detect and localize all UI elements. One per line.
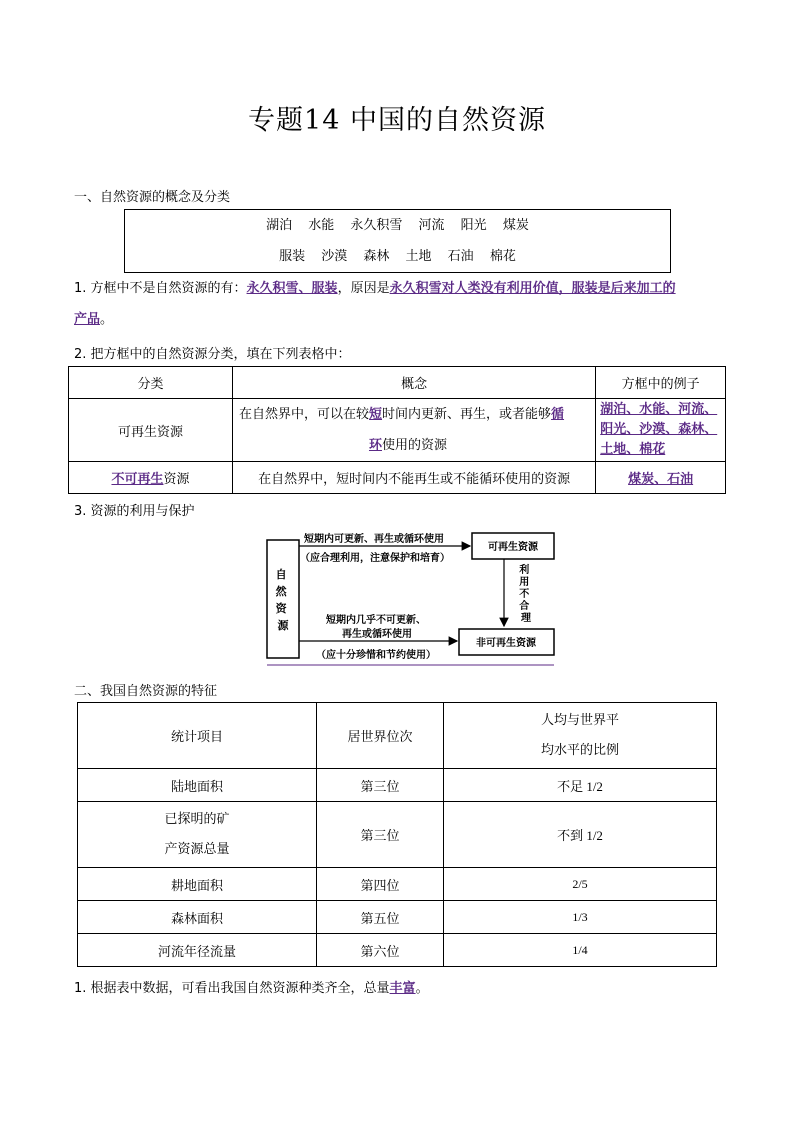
question-1 <box>74 274 734 304</box>
natural-resource-label: 自 然 资 源 <box>275 568 289 632</box>
concept-answer: 短 <box>369 407 383 422</box>
stat-item-line2: 产资源总量 <box>164 841 230 857</box>
section2-question-1 <box>74 974 429 1004</box>
table-row <box>69 462 726 494</box>
table-row <box>78 769 717 802</box>
resource-box <box>124 209 671 273</box>
stat-ratio: 不到 1/2 <box>444 802 717 868</box>
box-row-1: 湖泊 水能 永久积雪 河流 阳光 煤炭 <box>266 218 529 233</box>
table-row <box>69 399 726 462</box>
table-header-row <box>78 703 717 769</box>
q1-answer-1: 永久积雪、服装 <box>246 281 338 296</box>
resource-use-diagram <box>264 528 564 670</box>
header-examples: 方框中的例子 <box>596 367 726 399</box>
stat-item: 耕地面积 <box>78 868 317 901</box>
concept-answer: 循 <box>551 407 565 422</box>
header-ratio-line1: 人均与世界平 <box>540 712 619 728</box>
example-answer: 阳光、沙漠、森林、 <box>600 422 718 437</box>
stat-rank: 第四位 <box>317 868 444 901</box>
table-row <box>78 901 717 934</box>
s2q1-answer: 丰富 <box>389 981 416 996</box>
concept-text: 时间内更新、再生，或者能够 <box>382 407 552 422</box>
bottom-arrow-note: （应十分珍惜和节约使用） <box>316 650 436 661</box>
misuse-label: 利 用 不 合 理 <box>519 565 531 624</box>
section2-heading: 二、我国自然资源的特征 <box>74 684 218 699</box>
page-title: 专题14 中国的自然资源 <box>248 105 546 136</box>
category-text: 资源 <box>163 472 190 487</box>
table-header-row <box>69 367 726 399</box>
stat-rank: 第五位 <box>317 901 444 934</box>
stat-ratio: 1/4 <box>444 934 717 967</box>
stat-ratio: 2/5 <box>444 868 717 901</box>
top-arrow-label: 短期内可更新、再生或循环使用 <box>304 534 444 545</box>
nonrenewable-concept: 在自然界中，短时间内不能再生或不能循环使用的资源 <box>232 462 595 494</box>
nonrenewable-examples <box>596 462 726 494</box>
stat-ratio: 1/3 <box>444 901 717 934</box>
renewable-concept <box>232 399 595 462</box>
q1-mid: ，原因是 <box>337 281 390 296</box>
question-3: 3. 资源的利用与保护 <box>74 504 195 519</box>
header-category: 分类 <box>69 367 233 399</box>
resource-stats-table <box>77 702 717 967</box>
header-ratio-line2: 均水平的比例 <box>540 742 619 758</box>
s2q1-prefix: 1. 根据表中数据，可看出我国自然资源种类齐全，总量 <box>74 981 390 996</box>
category-answer: 不可再生 <box>111 472 164 487</box>
bottom-arrow-label-2: 再生或循环使用 <box>342 629 412 640</box>
stat-item: 陆地面积 <box>78 769 317 802</box>
q1-end: 。 <box>100 312 114 327</box>
example-answer: 湖泊、水能、河流、 <box>600 402 718 417</box>
renewable-category: 可再生资源 <box>69 399 233 462</box>
bottom-arrow-label: 短期内几乎不可更新、 <box>326 615 426 626</box>
q1-answer-3: 产品 <box>74 312 101 327</box>
stat-rank: 第三位 <box>317 802 444 868</box>
stat-ratio: 不足 1/2 <box>444 769 717 802</box>
nonrenewable-category <box>69 462 233 494</box>
header-item: 统计项目 <box>78 703 317 769</box>
example-answer: 土地、棉花 <box>600 442 666 457</box>
table-row <box>78 802 717 868</box>
box-row-2: 服装 沙漠 森林 土地 石油 棉花 <box>279 249 516 264</box>
section1-heading: 一、自然资源的概念及分类 <box>74 190 231 205</box>
example-answer: 煤炭、石油 <box>628 472 694 487</box>
q1-answer-2: 永久积雪对人类没有利用价值，服装是后来加工的 <box>389 281 676 296</box>
concept-text: 在自然界中，可以在较 <box>238 407 369 422</box>
q1-prefix: 1. 方框中不是自然资源的有： <box>74 281 247 296</box>
nonrenewable-box-label: 非可再生资源 <box>476 638 536 649</box>
renewable-examples <box>596 399 726 462</box>
question-1-cont <box>74 305 113 335</box>
stat-item-line1: 已探明的矿 <box>164 811 230 827</box>
s2q1-end: 。 <box>415 981 429 996</box>
stat-item: 森林面积 <box>78 901 317 934</box>
stat-rank: 第三位 <box>317 769 444 802</box>
table-row <box>78 934 717 967</box>
concept-answer: 环 <box>368 438 382 453</box>
stat-rank: 第六位 <box>317 934 444 967</box>
header-concept: 概念 <box>232 367 595 399</box>
natural-resource-box <box>267 540 299 658</box>
renewable-box-label: 可再生资源 <box>488 542 538 553</box>
top-arrow-note: （应合理利用，注意保护和培育） <box>300 553 450 564</box>
header-rank: 居世界位次 <box>317 703 444 769</box>
stat-item: 河流年径流量 <box>78 934 317 967</box>
stat-item <box>78 802 317 868</box>
classification-table <box>68 366 726 494</box>
concept-text: 使用的资源 <box>382 438 448 453</box>
header-ratio <box>444 703 717 769</box>
question-2: 2. 把方框中的自然资源分类，填在下列表格中： <box>74 347 351 362</box>
table-row <box>78 868 717 901</box>
